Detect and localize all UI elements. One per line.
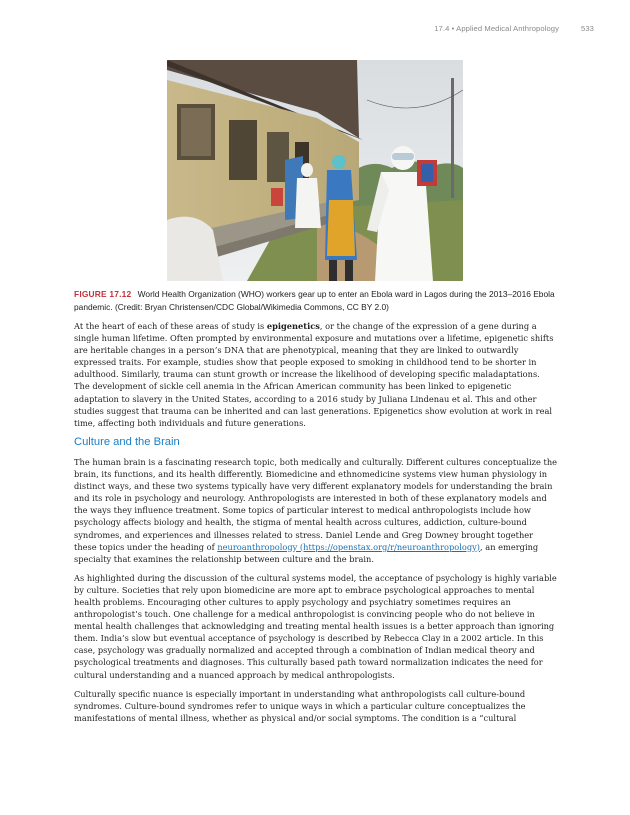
section-heading-culture-brain: Culture and the Brain (74, 435, 180, 448)
paragraph-culture-bound: Culturally specific nuance is especially important in understanding what anthropologists call culture-bound syndromes. Culture-bound syndromes refer to unique ways in which a particular culture conceptualizes the manifestations of mental illness, whether as physical and/or social symptoms. The condition is a “cultural (74, 688, 526, 723)
page-number: 533 (581, 24, 594, 33)
p2-text-a: The human brain is a fascinating research topic, both medically and culturally. Different cultures conceptualize the brain, its functions, and its health differently. Biomedicine and ethnomedicine systems view human physiology in distinct ways, and these two systems typically have very different explanatory models for understanding the brain and its role in psychology and neurology. Anthropologists are interested in both of these explanatory models and the ways they influence treatment. Some topics of particular interest to medical anthropologists include how psychology affects biology and health, the stigma of mental health across cultures, addiction, culture-bound syndromes, and experiences and illnesses related to stress. Daniel Lende and Greg Downey brought together these topics under the heading of (74, 456, 558, 552)
paragraph-brain (74, 456, 558, 565)
p1-text-b: , or the change of the expression of a gene during a single human lifetime. Often prompted by environmental exposure and mutations over a lifetime, epigenetic shifts are heritable changes in a person’s DNA that are phenotypical, meaning that they are linked to outwardly expressed traits. For example, studies show that people exposed to smoking in childhood tend to be shorter in adulthood. Similarly, trauma can stunt growth or increase the likelihood of developing specific maladaptations. The development of sickle cell anemia in the African American community has been linked to epigenetic adaptation to slavery in the United States, according to a 2016 study by Juliana Lindenau et al. This and other studies suggest that trauma can be inherited and can last generations. Epigenetics show evolution at work in real time, affecting both individuals and future generations. (74, 321, 554, 428)
running-head (434, 24, 594, 33)
p1-text-a: At the heart of each of these areas of study is (74, 321, 267, 331)
figure-photo (167, 60, 463, 281)
neuroanthropology-link[interactable]: neuroanthropology (https://openstax.org/r/neuroanthropology) (217, 541, 481, 552)
figure-caption-text: World Health Organization (WHO) workers gear up to enter an Ebola ward in Lagos during the 2013–2016 Ebola pandemic. (Credit: Bryan Christensen/CDC Global/Wikimedia Commons, CC BY 2.0) (74, 289, 555, 312)
paragraph-epigenetics (74, 320, 558, 429)
figure-caption (74, 288, 564, 314)
p2-text-b: , an emerging specialty that examines the relationship between culture and the brain. (74, 541, 539, 564)
term-epigenetics: epigenetics (266, 321, 320, 331)
running-head-section: 17.4 • Applied Medical Anthropology (434, 24, 560, 33)
figure-label: FIGURE 17.12 (74, 289, 132, 299)
main-content (74, 320, 558, 731)
ebola-ward-photo (167, 60, 463, 281)
paragraph-psychology: As highlighted during the discussion of the cultural systems model, the acceptance of psychology is highly variable by culture. Societies that rely upon biomedicine are more apt to embrace psychological approaches to mental health problems. Encouraging other cultures to apply psychology and psychiatry sometimes requires an anthropologist’s touch. One challenge for a medical anthropologist is convincing people who do not believe in mental health challenges that acknowledging and treating mental health issues is a better approach than ignoring them. India’s slow but eventual acceptance of psychology is described by Rebecca Clay in a 2002 article. In this case, psychology was gradually normalized and accepted through a combination of Indian medical theory and psychological treatments and diagnoses. This culturally based path toward normalization indicates the need for cultural understanding and a nuanced approach by medical anthropologists. (74, 572, 557, 680)
